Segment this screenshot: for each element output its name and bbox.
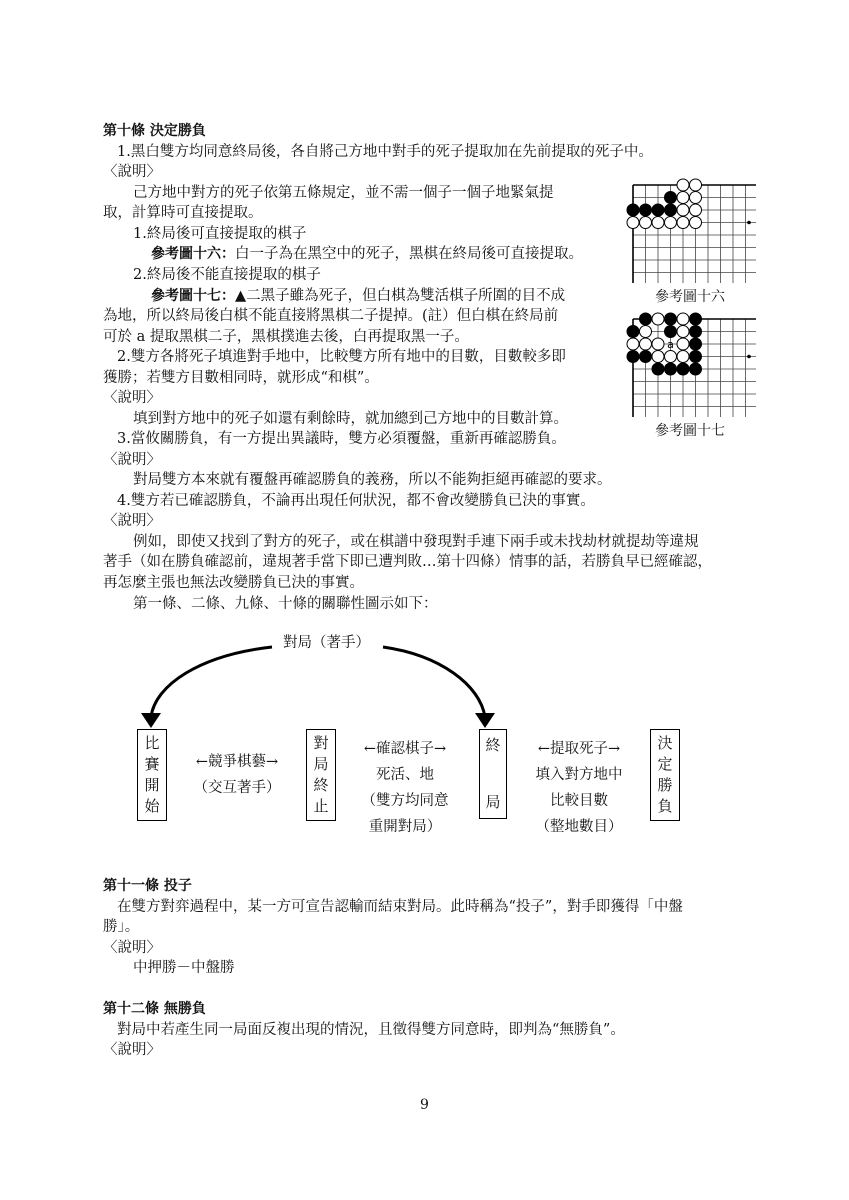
diagram-mid2-d: 重開對局） bbox=[368, 819, 442, 835]
box-game-start bbox=[137, 729, 167, 821]
point-a-label: a bbox=[667, 338, 674, 351]
note-label: 〈說明〉 bbox=[103, 390, 161, 406]
paragraph: 己方地中對方的死子依第五條規定，並不需一個子一個子地緊氣提 bbox=[133, 185, 554, 201]
box-char: 負 bbox=[657, 797, 673, 815]
list-item: 2.終局後不能直接提取的棋子 bbox=[133, 267, 321, 283]
diagram-mid1-a: ←競爭棋藝→ bbox=[195, 754, 279, 770]
paragraph: 著手（如在勝負確認前，違規著手當下即已遭判敗…第十四條）情事的話，若勝負早已經確認， bbox=[103, 554, 712, 570]
go-figure-17 bbox=[620, 306, 760, 418]
article-12-heading: 第十二條 無勝負 bbox=[103, 1001, 206, 1017]
go-figure-16 bbox=[620, 172, 760, 284]
note-label: 〈說明〉 bbox=[103, 940, 161, 956]
paragraph: 填到對方地中的死子如還有剩餘時，就加總到己方地中的目數計算。 bbox=[133, 411, 568, 427]
paragraph: 第一條、二條、九條、十條的關聯性圖示如下： bbox=[133, 596, 438, 612]
box-char: 勝 bbox=[657, 776, 673, 794]
diagram-mid2-b: 死活、地 bbox=[376, 767, 434, 783]
paragraph: 4.雙方若已確認勝負，不論再出現任何狀況，都不會改變勝負已決的事實。 bbox=[117, 493, 595, 509]
paragraph: 可於 a 提取黑棋二子，黑棋撲進去後，白再提取黑一子。 bbox=[103, 329, 469, 345]
page-number: 9 bbox=[420, 1097, 429, 1113]
ref16-label: 參考圖十六： bbox=[151, 246, 235, 262]
ref17-text: ▲二黑子雖為死子，但白棋為雙活棋子所圍的目不成 bbox=[235, 288, 566, 304]
note-label: 〈說明〉 bbox=[103, 452, 161, 468]
diagram-mid3-d: （整地數目） bbox=[535, 819, 623, 835]
article-10-heading: 第十條 決定勝負 bbox=[103, 123, 206, 139]
paragraph: 中押勝－中盤勝 bbox=[133, 960, 235, 976]
diagram-mid1-b: （交互著手） bbox=[193, 780, 281, 796]
ref17-line bbox=[151, 286, 565, 306]
ref16-text: 白一子為在黑空中的死子，黑棋在終局後可直接提取。 bbox=[235, 246, 583, 262]
paragraph: 在雙方對弈過程中，某一方可宣告認輸而結束對局。此時稱為“投子”，對手即獲得「中盤 bbox=[117, 899, 683, 915]
paragraph: 獲勝；若雙方目數相同時，就形成“和棋”。 bbox=[103, 370, 379, 386]
diagram-mid3-a: ←提取死子→ bbox=[537, 741, 621, 757]
paragraph: 3.當攸關勝負，有一方提出異議時，雙方必須覆盤，重新再確認勝負。 bbox=[117, 431, 566, 447]
paragraph: 對局中若產生同一局面反複出現的情況，且徵得雙方同意時，即判為“無勝負”。 bbox=[117, 1022, 625, 1038]
paragraph: 再怎麼主張也無法改變勝負已決的事實。 bbox=[103, 575, 364, 591]
box-char: 局 bbox=[485, 793, 501, 811]
paragraph: 例如，即使又找到了對方的死子，或在棋譜中發現對手連下兩手或未找劫材就提劫等違規 bbox=[133, 534, 699, 550]
article-11-heading: 第十一條 投子 bbox=[103, 878, 192, 894]
figure-16-caption: 參考圖十六 bbox=[655, 289, 725, 305]
box-char: 始 bbox=[144, 797, 160, 815]
note-label: 〈說明〉 bbox=[103, 513, 161, 529]
box-game-end bbox=[479, 729, 507, 819]
list-item: 1.終局後可直接提取的棋子 bbox=[133, 226, 307, 242]
box-char: 局 bbox=[313, 755, 329, 773]
box-char: 定 bbox=[657, 755, 673, 773]
paragraph: 2.雙方各將死子填進對手地中，比較雙方所有地中的目數，目數較多即 bbox=[117, 349, 566, 365]
diagram-mid3-b: 填入對方地中 bbox=[535, 767, 623, 783]
figure-17-caption: 參考圖十七 bbox=[655, 423, 725, 439]
box-char: 終 bbox=[485, 736, 501, 754]
box-char: 決 bbox=[657, 734, 673, 752]
paragraph: 對局雙方本來就有覆盤再確認勝負的義務，所以不能夠拒絕再確認的要求。 bbox=[133, 472, 612, 488]
diagram-top-label: 對局（著手） bbox=[283, 635, 370, 651]
box-char: 比 bbox=[144, 734, 160, 752]
ref16-line bbox=[151, 244, 583, 264]
diagram-mid3-c: 比較目數 bbox=[550, 793, 608, 809]
box-char: 賽 bbox=[144, 755, 160, 773]
box-game-stop bbox=[306, 729, 336, 821]
paragraph: 為地，所以終局後白棋不能直接將黑棋二子提掉。(註）但白棋在終局前 bbox=[103, 308, 559, 324]
box-char: 開 bbox=[144, 776, 160, 794]
box-char: 終 bbox=[313, 776, 329, 794]
ref17-label: 參考圖十七： bbox=[151, 288, 235, 304]
paragraph: 1.黑白雙方均同意終局後，各自將己方地中對手的死子提取加在先前提取的死子中。 bbox=[117, 144, 653, 160]
box-char: 對 bbox=[313, 734, 329, 752]
diagram-mid2-c: （雙方均同意 bbox=[361, 793, 449, 809]
box-decide-result bbox=[650, 729, 680, 821]
diagram-arrows bbox=[140, 635, 520, 730]
diagram-mid2-a: ←確認棋子→ bbox=[363, 741, 447, 757]
box-char: 止 bbox=[313, 797, 329, 815]
paragraph: 勝」。 bbox=[103, 919, 140, 935]
note-label: 〈說明〉 bbox=[103, 1042, 161, 1058]
note-label: 〈說明〉 bbox=[103, 164, 161, 180]
paragraph: 取，計算時可直接提取。 bbox=[103, 205, 263, 221]
